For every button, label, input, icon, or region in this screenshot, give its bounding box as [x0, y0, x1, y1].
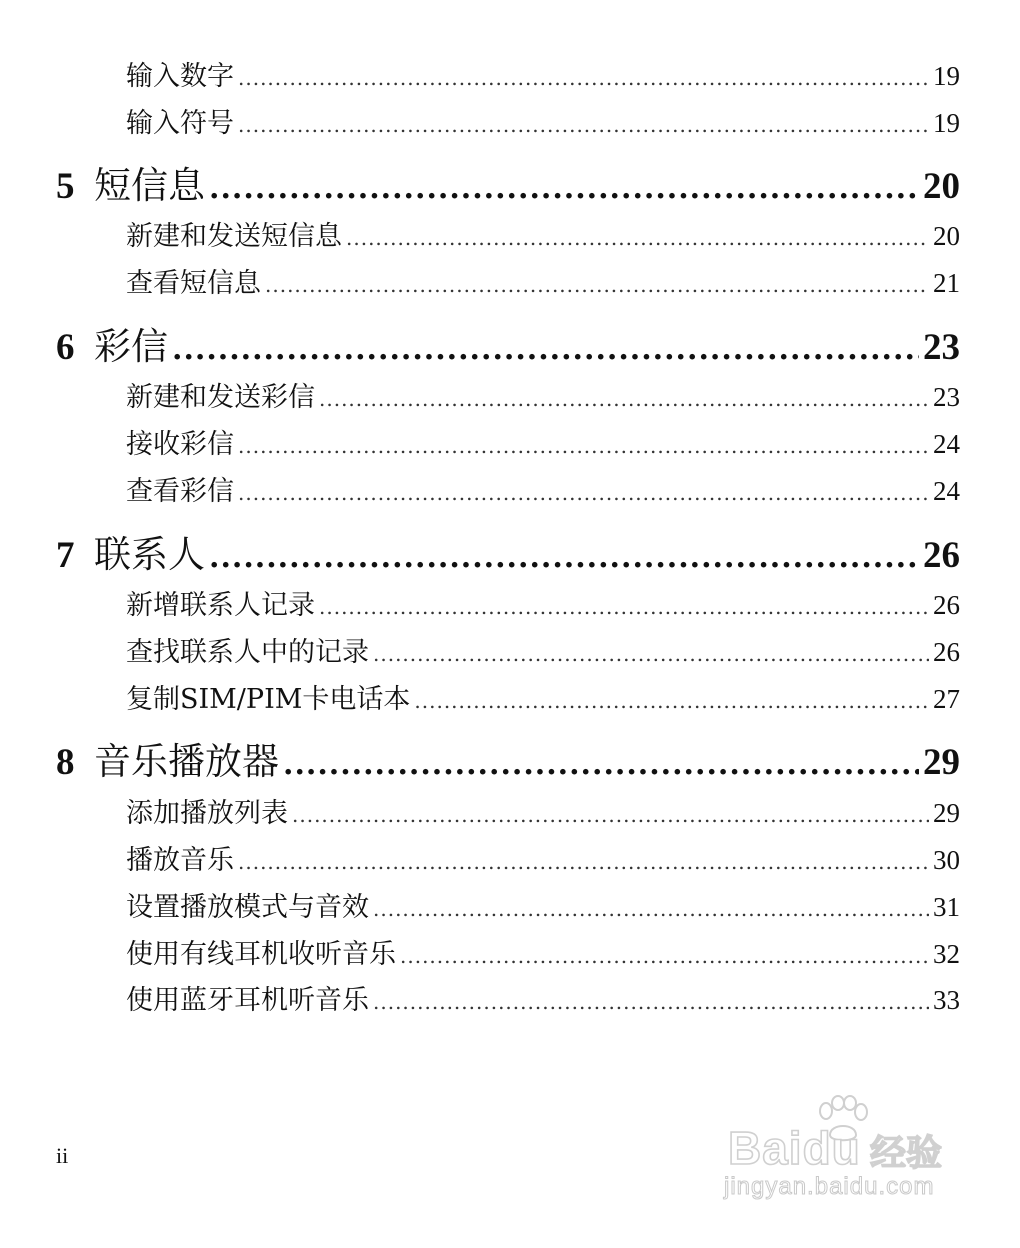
dot-leader: [238, 426, 929, 466]
toc-entry-page: 30: [933, 845, 960, 875]
toc-entry-title: 新建和发送短信息: [126, 221, 342, 252]
toc-entry-title: 复制SIM/PIM卡电话本: [126, 684, 411, 715]
toc-entry[interactable]: [126, 424, 960, 464]
toc-entry[interactable]: [126, 793, 960, 833]
toc-entry-page: 24: [933, 476, 960, 506]
toc-entry-page: 20: [933, 221, 960, 251]
toc-entry-page: 26: [933, 637, 960, 667]
dot-leader: [346, 218, 929, 258]
watermark-url: jingyan.baidu.com: [724, 1173, 935, 1200]
toc-entry-title: 输入符号: [126, 108, 234, 139]
toc-entry-title: 添加播放列表: [126, 798, 288, 829]
dot-leader: [238, 842, 929, 882]
toc-entry-title: 查看彩信: [126, 476, 234, 507]
dot-leader: [414, 681, 929, 721]
toc-chapter-7[interactable]: [56, 529, 960, 581]
chapter-number: 7: [56, 535, 75, 576]
toc-chapter-6[interactable]: [56, 321, 960, 373]
dot-leader: [292, 795, 929, 835]
chapter-page: 26: [923, 535, 960, 576]
toc-entry-page: 33: [933, 985, 960, 1015]
toc-entry[interactable]: [126, 56, 960, 96]
toc-entry-page: 27: [933, 684, 960, 714]
dot-leader: [319, 587, 929, 627]
toc-entry-title: 设置播放模式与音效: [126, 892, 369, 923]
toc-entry-page: 19: [933, 108, 960, 138]
toc-entry[interactable]: [126, 887, 960, 927]
chapter-page: 23: [923, 327, 960, 368]
dot-leader: [373, 982, 929, 1022]
toc-entry-page: 29: [933, 798, 960, 828]
toc-entry-title: 输入数字: [126, 61, 234, 92]
toc-entry[interactable]: [126, 377, 960, 417]
dot-leader: [238, 105, 929, 145]
toc-entry[interactable]: [126, 934, 960, 974]
dot-leader: [283, 739, 919, 791]
toc-entry[interactable]: [126, 263, 960, 303]
dot-leader: [373, 889, 929, 929]
toc-entry-title: 查找联系人中的记录: [126, 637, 369, 668]
toc-entry[interactable]: [126, 980, 960, 1020]
chapter-page: 29: [923, 742, 960, 783]
dot-leader: [238, 58, 929, 98]
dot-leader: [209, 163, 919, 215]
toc-entry[interactable]: [126, 216, 960, 256]
toc-chapter-5[interactable]: [56, 160, 960, 212]
toc-entry[interactable]: [126, 840, 960, 880]
chapter-title: 音乐播放器: [94, 740, 279, 783]
baidu-jingyan-watermark: [720, 1095, 960, 1205]
dot-leader: [172, 324, 919, 376]
toc-entry[interactable]: [126, 103, 960, 143]
chapter-title: 彩信: [94, 325, 168, 368]
toc-entry-title: 新增联系人记录: [126, 590, 315, 621]
toc-entry-title: 查看短信息: [126, 268, 261, 299]
dot-leader: [319, 379, 929, 419]
toc-entry[interactable]: [126, 632, 960, 672]
page-number: ii: [56, 1143, 69, 1168]
toc-entry-page: 31: [933, 892, 960, 922]
dot-leader: [265, 265, 929, 305]
toc-entry[interactable]: [126, 471, 960, 511]
toc-entry-title: 播放音乐: [126, 845, 234, 876]
toc-entry-page: 21: [933, 268, 960, 298]
toc-entry-title: 新建和发送彩信: [126, 382, 315, 413]
chapter-page: 20: [923, 166, 960, 207]
toc-chapter-8[interactable]: [56, 736, 960, 788]
toc-entry-title: 接收彩信: [126, 429, 234, 460]
toc-entry-page: 24: [933, 429, 960, 459]
dot-leader: [238, 473, 929, 513]
toc-entry[interactable]: [126, 585, 960, 625]
toc-entry[interactable]: [126, 679, 960, 719]
chapter-title: 短信息: [94, 164, 205, 207]
toc-entry-page: 19: [933, 61, 960, 91]
dot-leader: [373, 634, 929, 674]
watermark-brand: Baidu: [728, 1122, 861, 1174]
toc-entry-page: 26: [933, 590, 960, 620]
dot-leader: [209, 532, 919, 584]
toc-entry-title: 使用有线耳机收听音乐: [126, 939, 396, 970]
watermark-brand-cn: 经验: [870, 1133, 943, 1174]
chapter-number: 6: [56, 327, 75, 368]
dot-leader: [400, 936, 929, 976]
toc-entry-page: 23: [933, 382, 960, 412]
toc-entry-page: 32: [933, 939, 960, 969]
toc-entry-title: 使用蓝牙耳机听音乐: [126, 985, 369, 1016]
chapter-title: 联系人: [94, 533, 205, 576]
chapter-number: 8: [56, 742, 75, 783]
chapter-number: 5: [56, 166, 75, 207]
